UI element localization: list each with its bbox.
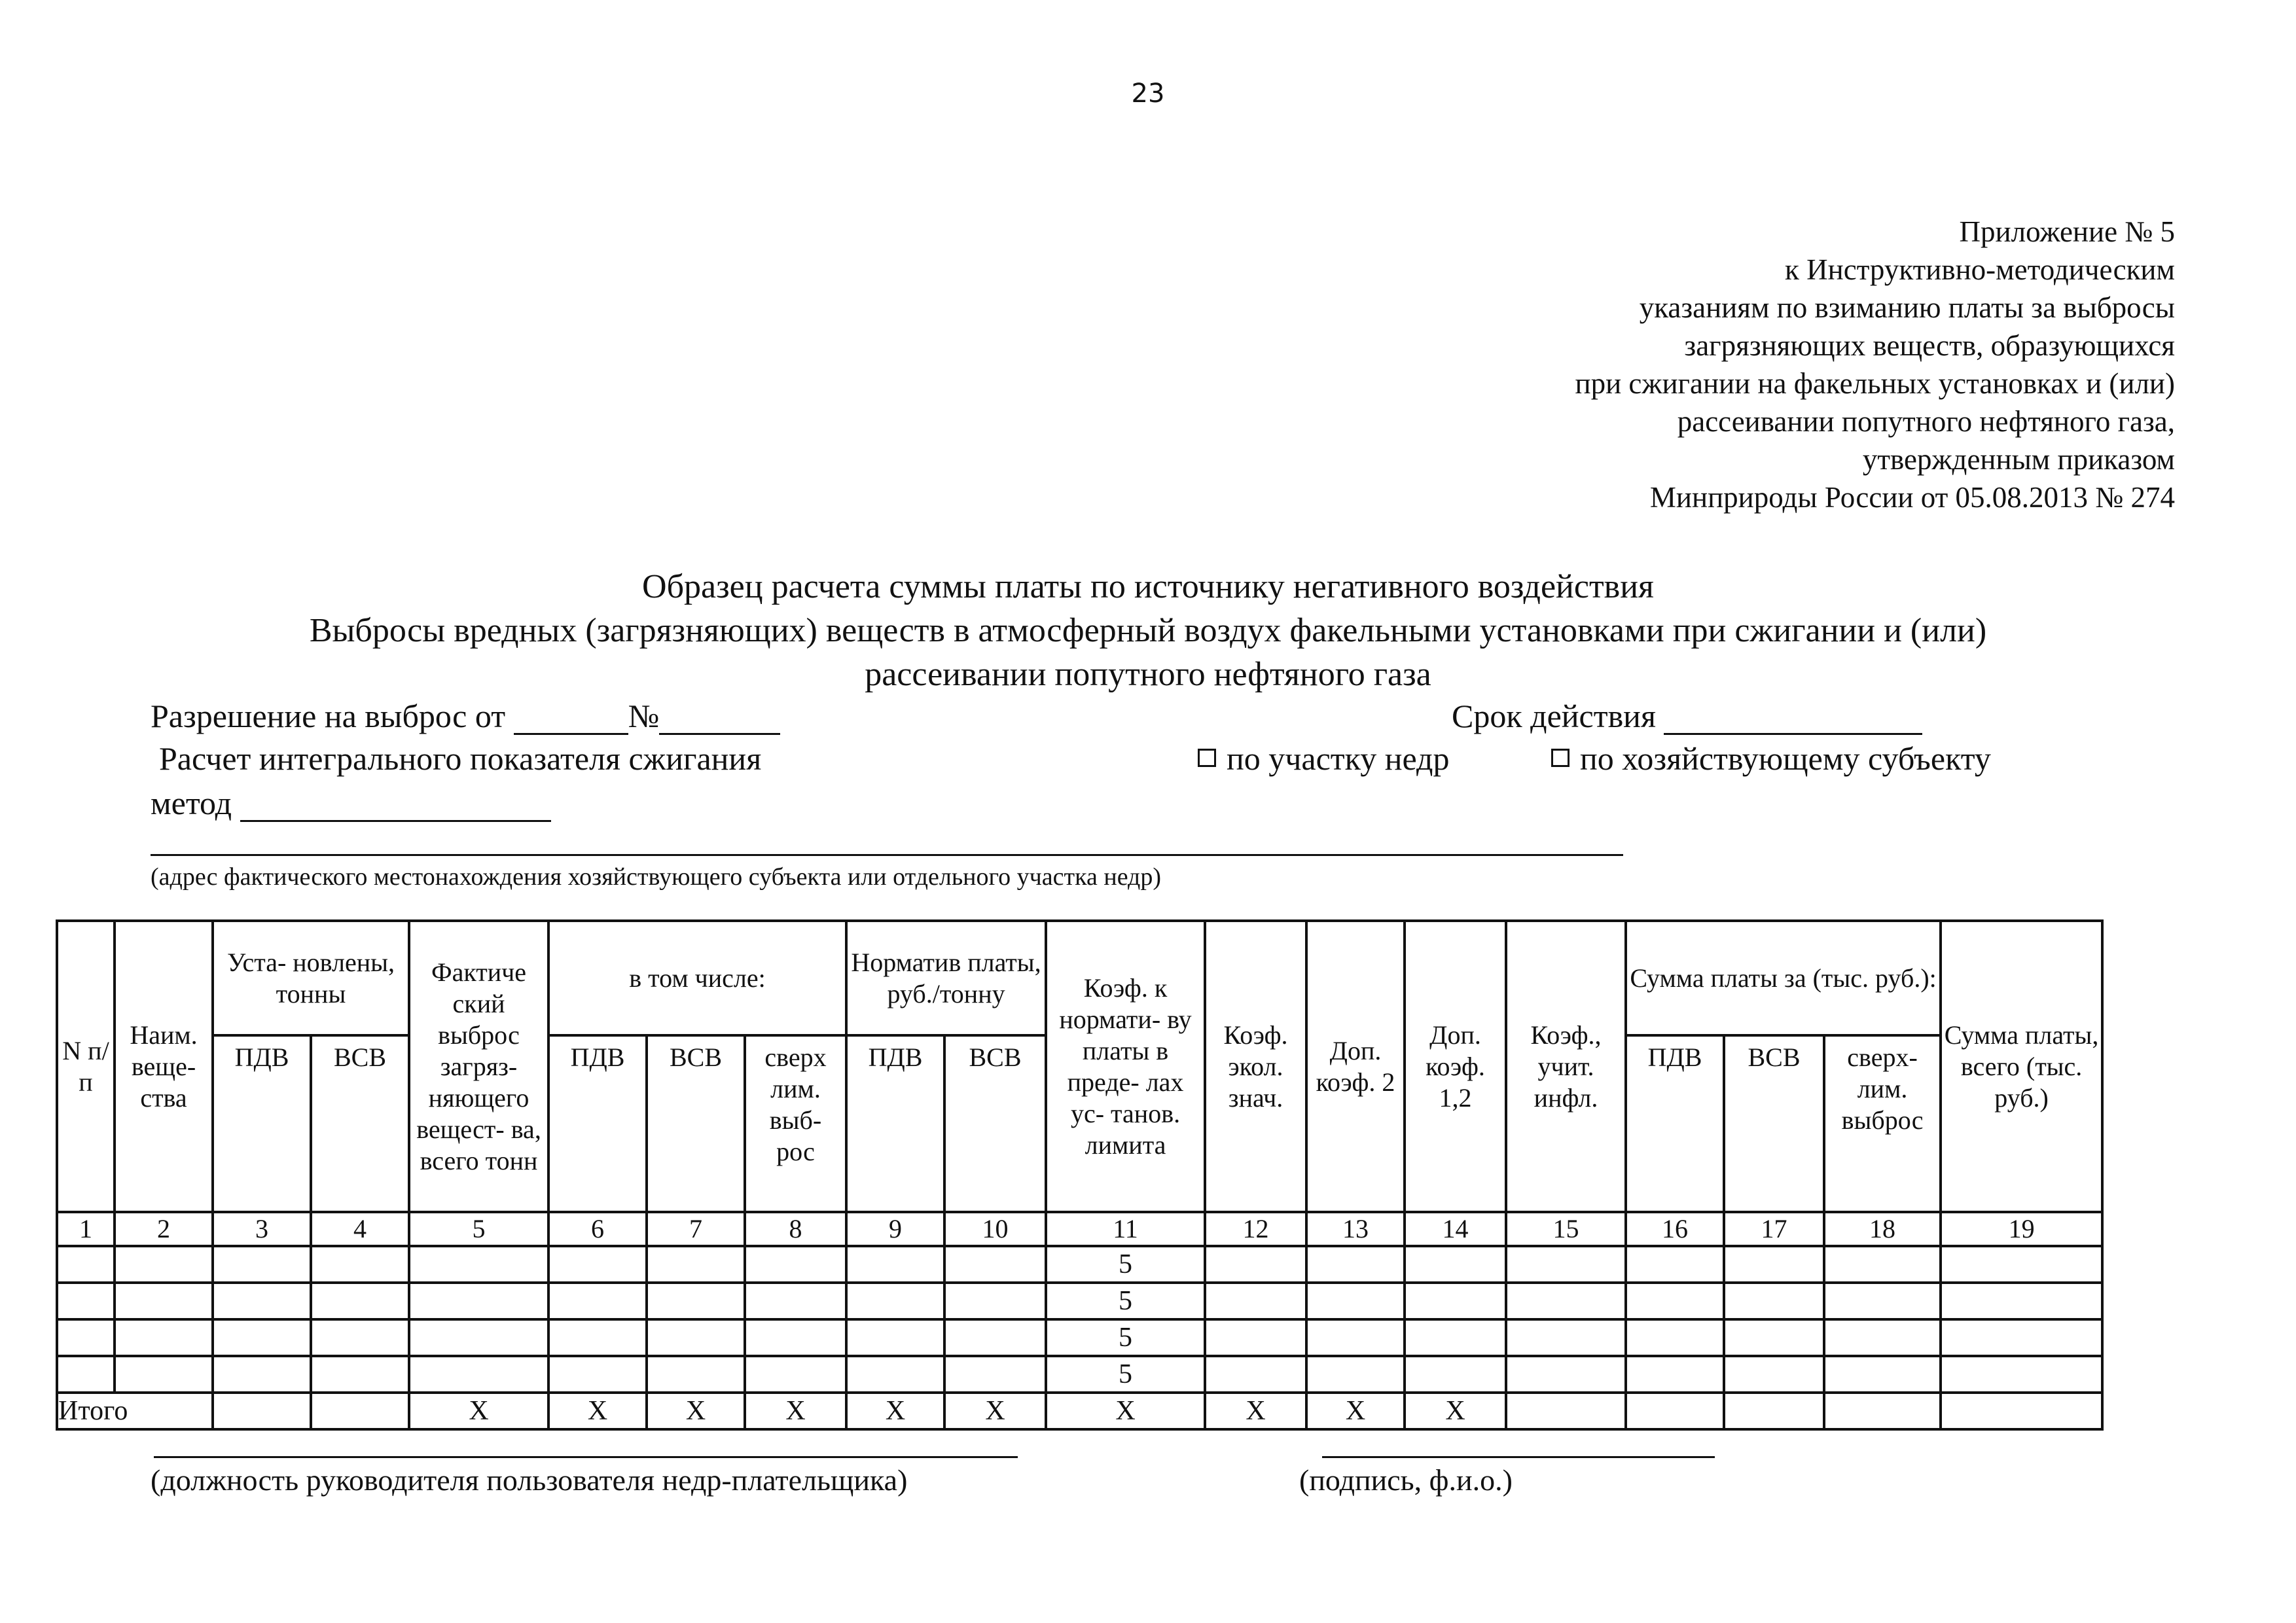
table-cell[interactable] xyxy=(745,1356,846,1393)
table-cell[interactable] xyxy=(1941,1319,2102,1356)
address-line[interactable] xyxy=(151,854,1623,856)
table-cell[interactable] xyxy=(1941,1356,2102,1393)
method-row xyxy=(151,784,551,822)
header-including-pdv: ПДВ xyxy=(548,1035,647,1212)
col-number: 7 xyxy=(647,1212,745,1246)
table-row xyxy=(57,1283,2102,1319)
appendix-line: при сжигании на факельных установках и (или) xyxy=(1575,367,2175,400)
table-cell[interactable] xyxy=(846,1356,944,1393)
header-norm-pdv: ПДВ xyxy=(846,1035,944,1212)
table-cell[interactable] xyxy=(213,1356,311,1393)
header-coef-add12: Доп. коэф. 1,2 xyxy=(1405,921,1506,1212)
header-coef-infl: Коэф., учит. инфл. xyxy=(1506,921,1626,1212)
table-cell[interactable] xyxy=(311,1246,409,1283)
address-caption: (адрес фактического местонахождения хозяйствующего субъекта или отдельного участка недр) xyxy=(151,863,1162,891)
table-cell[interactable] xyxy=(846,1283,944,1319)
total-mark: X xyxy=(1306,1393,1405,1429)
header-established-pdv: ПДВ xyxy=(213,1035,311,1212)
table-cell[interactable] xyxy=(647,1356,745,1393)
col-number: 18 xyxy=(1824,1212,1941,1246)
header-norm: Норматив платы, руб./тонну xyxy=(846,921,1046,1035)
document-title xyxy=(0,565,2296,696)
permit-row xyxy=(151,697,780,735)
name-signature-line[interactable] xyxy=(1322,1456,1715,1458)
total-mark: X xyxy=(647,1393,745,1429)
table-cell[interactable] xyxy=(944,1319,1046,1356)
table-cell[interactable] xyxy=(944,1283,1046,1319)
col-number: 5 xyxy=(409,1212,548,1246)
title-line: Образец расчета суммы платы по источнику негативного воздействия xyxy=(642,568,1654,605)
table-cell[interactable] xyxy=(213,1393,311,1429)
table-cell[interactable] xyxy=(409,1319,548,1356)
table-cell[interactable] xyxy=(1506,1319,1626,1356)
position-signature-line[interactable] xyxy=(154,1456,1018,1458)
col-number: 19 xyxy=(1941,1212,2102,1246)
option-entity[interactable] xyxy=(1551,740,1991,777)
checkbox-icon[interactable] xyxy=(1198,749,1216,767)
table-cell[interactable] xyxy=(1724,1356,1824,1393)
header-established: Уста- новлены, тонны xyxy=(213,921,409,1035)
permit-number-sign: № xyxy=(628,698,660,734)
option-subsoil[interactable] xyxy=(1198,740,1449,777)
total-mark: X xyxy=(409,1393,548,1429)
header-row xyxy=(57,921,2102,1035)
table-cell[interactable] xyxy=(311,1393,409,1429)
header-sum-for: Сумма платы за (тыс. руб.): xyxy=(1626,921,1941,1035)
total-mark: X xyxy=(1205,1393,1306,1429)
appendix-line: Приложение № 5 xyxy=(1959,215,2175,248)
header-name: Наим. веще- ства xyxy=(115,921,213,1212)
col-number: 9 xyxy=(846,1212,944,1246)
table-cell[interactable] xyxy=(409,1356,548,1393)
header-sum-pdv: ПДВ xyxy=(1626,1035,1724,1212)
table-cell[interactable] xyxy=(57,1356,115,1393)
table-cell[interactable] xyxy=(1724,1283,1824,1319)
table-cell[interactable] xyxy=(548,1319,647,1356)
table-cell[interactable] xyxy=(647,1283,745,1319)
table-cell[interactable] xyxy=(1626,1283,1724,1319)
col-number: 11 xyxy=(1046,1212,1205,1246)
table-cell[interactable] xyxy=(1824,1356,1941,1393)
table-cell[interactable] xyxy=(1506,1356,1626,1393)
table-cell[interactable] xyxy=(1626,1393,1724,1429)
table-cell[interactable] xyxy=(647,1319,745,1356)
table-cell[interactable] xyxy=(115,1319,213,1356)
table-cell[interactable] xyxy=(409,1283,548,1319)
appendix-line: рассеивании попутного нефтяного газа, xyxy=(1677,405,2175,438)
col-number: 8 xyxy=(745,1212,846,1246)
table-cell[interactable] xyxy=(115,1283,213,1319)
table-cell[interactable] xyxy=(57,1283,115,1319)
permit-label: Разрешение на выброс от xyxy=(151,698,506,734)
table-cell[interactable] xyxy=(846,1246,944,1283)
table-row xyxy=(57,1319,2102,1356)
table-cell[interactable] xyxy=(1824,1283,1941,1319)
header-coef-add2: Доп. коэф. 2 xyxy=(1306,921,1405,1212)
table-cell[interactable] xyxy=(1941,1393,2102,1429)
total-row xyxy=(57,1393,2102,1429)
appendix-note xyxy=(1575,213,2175,516)
appendix-line: утвержденным приказом xyxy=(1862,443,2175,476)
appendix-line: указаниям по взиманию платы за выбросы xyxy=(1639,291,2175,324)
method-field[interactable] xyxy=(240,787,551,822)
table-cell[interactable] xyxy=(1506,1246,1626,1283)
checkbox-icon[interactable] xyxy=(1551,749,1570,767)
header-coef-norm: Коэф. к нормати- ву платы в преде- лах ус- танов. лимита xyxy=(1046,921,1205,1212)
table-cell[interactable] xyxy=(1306,1283,1405,1319)
header-including-over: сверх лим. выб- рос xyxy=(745,1035,846,1212)
header-sum-total: Сумма платы, всего (тыс. руб.) xyxy=(1941,921,2102,1212)
col-number: 13 xyxy=(1306,1212,1405,1246)
permit-number-field[interactable] xyxy=(659,700,780,735)
col-number: 2 xyxy=(115,1212,213,1246)
table-cell[interactable] xyxy=(1626,1356,1724,1393)
table-cell[interactable] xyxy=(1941,1246,2102,1283)
table-cell[interactable] xyxy=(1824,1319,1941,1356)
col-number: 14 xyxy=(1405,1212,1506,1246)
table-row xyxy=(57,1246,2102,1283)
permit-date-field[interactable] xyxy=(514,700,628,735)
col-number: 6 xyxy=(548,1212,647,1246)
table-cell[interactable] xyxy=(1724,1319,1824,1356)
method-label: метод xyxy=(151,785,232,821)
page-number: 23 xyxy=(1131,79,1165,109)
table-cell[interactable] xyxy=(1724,1393,1824,1429)
total-mark: X xyxy=(745,1393,846,1429)
header-actual: Фактиче ский выброс загряз- няющего вещест- ва, всего тонн xyxy=(409,921,548,1212)
table-cell[interactable] xyxy=(311,1283,409,1319)
table-cell[interactable] xyxy=(1941,1283,2102,1319)
table-row xyxy=(57,1356,2102,1393)
calculation-table xyxy=(56,919,2104,1431)
total-mark: X xyxy=(846,1393,944,1429)
table-cell[interactable] xyxy=(57,1319,115,1356)
table-cell[interactable] xyxy=(1405,1319,1506,1356)
position-caption: (должность руководителя пользователя недр-плательщика) xyxy=(151,1463,908,1497)
header-norm-vsv: ВСВ xyxy=(944,1035,1046,1212)
header-coef-ecol: Коэф. экол. знач. xyxy=(1205,921,1306,1212)
total-mark: X xyxy=(944,1393,1046,1429)
table-cell[interactable] xyxy=(115,1246,213,1283)
table-cell[interactable] xyxy=(409,1246,548,1283)
header-sum-vsv: ВСВ xyxy=(1724,1035,1824,1212)
col-number: 15 xyxy=(1506,1212,1626,1246)
col-number: 1 xyxy=(57,1212,115,1246)
table-cell[interactable] xyxy=(1205,1356,1306,1393)
option-subsoil-label: по участку недр xyxy=(1227,740,1450,777)
appendix-line: загрязняющих веществ, образующихся xyxy=(1684,329,2175,362)
validity-label: Срок действия xyxy=(1452,698,1656,734)
total-label: Итого xyxy=(57,1393,213,1429)
table-cell[interactable] xyxy=(745,1246,846,1283)
coef-norm-cell: 5 xyxy=(1046,1246,1205,1283)
total-mark: X xyxy=(1405,1393,1506,1429)
title-line: рассеивании попутного нефтяного газа xyxy=(865,656,1431,693)
table-cell[interactable] xyxy=(115,1356,213,1393)
column-number-row xyxy=(57,1212,2102,1246)
table-cell[interactable] xyxy=(213,1319,311,1356)
option-entity-label: по хозяйствующему субъекту xyxy=(1580,740,1991,777)
col-number: 4 xyxy=(311,1212,409,1246)
col-number: 16 xyxy=(1626,1212,1724,1246)
calc-label: Расчет интегрального показателя сжигания xyxy=(159,740,762,777)
table-cell[interactable] xyxy=(1626,1246,1724,1283)
sign-caption: (подпись, ф.и.о.) xyxy=(1299,1463,1513,1497)
coef-norm-cell: 5 xyxy=(1046,1356,1205,1393)
table-cell[interactable] xyxy=(1405,1283,1506,1319)
table-cell[interactable] xyxy=(213,1246,311,1283)
table-cell[interactable] xyxy=(1205,1319,1306,1356)
table-cell[interactable] xyxy=(1506,1393,1626,1429)
table-cell[interactable] xyxy=(1306,1356,1405,1393)
header-including-vsv: ВСВ xyxy=(647,1035,745,1212)
table-cell[interactable] xyxy=(311,1356,409,1393)
total-mark: X xyxy=(1046,1393,1205,1429)
table-cell[interactable] xyxy=(1205,1283,1306,1319)
header-including: в том числе: xyxy=(548,921,846,1035)
col-number: 17 xyxy=(1724,1212,1824,1246)
table-cell[interactable] xyxy=(1405,1356,1506,1393)
table-cell[interactable] xyxy=(1824,1393,1941,1429)
table-cell[interactable] xyxy=(944,1356,1046,1393)
table-cell[interactable] xyxy=(944,1246,1046,1283)
validity-row xyxy=(1452,697,1922,735)
table-cell[interactable] xyxy=(745,1283,846,1319)
col-number: 3 xyxy=(213,1212,311,1246)
table-cell[interactable] xyxy=(1405,1246,1506,1283)
validity-field[interactable] xyxy=(1664,700,1922,735)
table-cell[interactable] xyxy=(548,1283,647,1319)
table-cell[interactable] xyxy=(1824,1246,1941,1283)
header-established-vsv: ВСВ xyxy=(311,1035,409,1212)
title-line: Выбросы вредных (загрязняющих) веществ в атмосферный воздух факельными установками при сжигании и (или) xyxy=(309,612,1987,649)
appendix-line: к Инструктивно-методическим xyxy=(1785,253,2175,286)
table-cell[interactable] xyxy=(745,1319,846,1356)
table-cell[interactable] xyxy=(57,1246,115,1283)
table-cell[interactable] xyxy=(846,1319,944,1356)
table-cell[interactable] xyxy=(1306,1319,1405,1356)
total-mark: X xyxy=(548,1393,647,1429)
table-cell[interactable] xyxy=(1724,1246,1824,1283)
col-number: 10 xyxy=(944,1212,1046,1246)
table-cell[interactable] xyxy=(1506,1283,1626,1319)
table-cell[interactable] xyxy=(311,1319,409,1356)
header-sum-over: сверх- лим. выброс xyxy=(1824,1035,1941,1212)
coef-norm-cell: 5 xyxy=(1046,1319,1205,1356)
appendix-line: Минприроды России от 05.08.2013 № 274 xyxy=(1649,481,2175,514)
table-cell[interactable] xyxy=(647,1246,745,1283)
coef-norm-cell: 5 xyxy=(1046,1283,1205,1319)
table-cell[interactable] xyxy=(548,1356,647,1393)
table-cell[interactable] xyxy=(213,1283,311,1319)
header-num: N п/ п xyxy=(57,921,115,1212)
table-cell[interactable] xyxy=(1306,1246,1405,1283)
col-number: 12 xyxy=(1205,1212,1306,1246)
table-cell[interactable] xyxy=(1205,1246,1306,1283)
table-cell[interactable] xyxy=(1626,1319,1724,1356)
table-cell[interactable] xyxy=(548,1246,647,1283)
